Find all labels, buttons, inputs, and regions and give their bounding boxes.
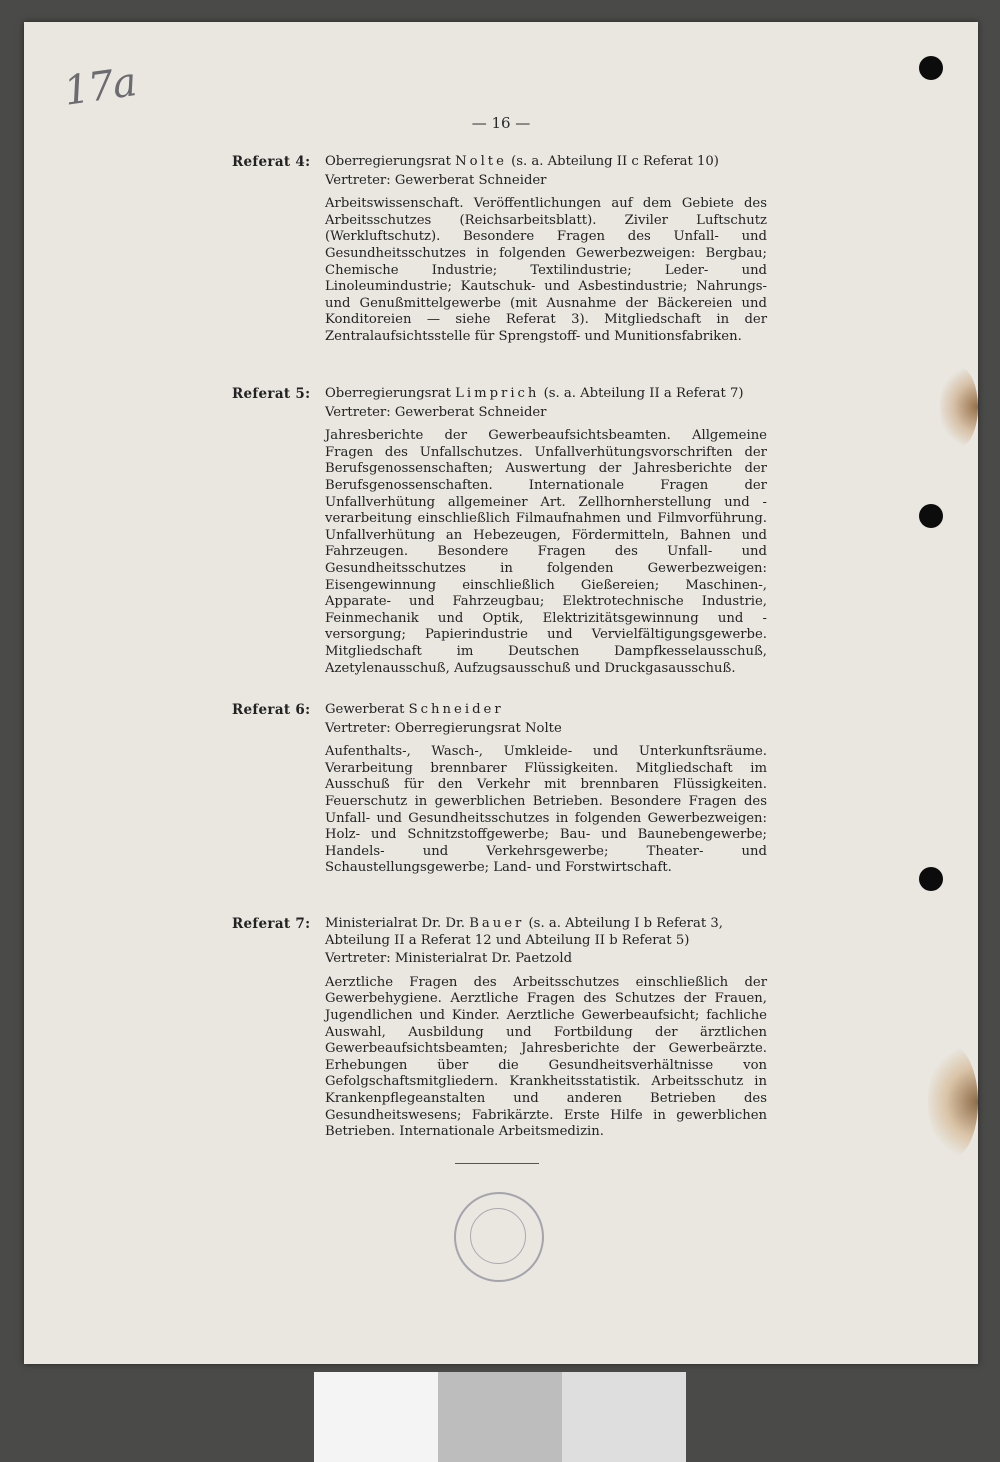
official-title: Oberregierungsrat: [325, 386, 456, 401]
archive-stamp-inner-ring: [470, 1208, 526, 1264]
calibration-patch: [314, 1372, 438, 1462]
referat-heading-continued: Abteilung II a Referat 12 und Abteilung II b Referat 5): [325, 932, 690, 948]
calibration-patch: [562, 1372, 686, 1462]
vertreter-line: Vertreter: Gewerberat Schneider: [325, 172, 547, 188]
vertreter-line: Vertreter: Ministerialrat Dr. Paetzold: [325, 951, 573, 967]
punch-hole: [919, 504, 943, 528]
referat-body: [325, 702, 767, 877]
official-title: Ministerialrat Dr. Dr.: [325, 916, 470, 931]
referat-heading: [325, 154, 767, 171]
referat-text: Aerztliche Fragen des Arbeitsschutzes einschließlich der Gewerbehygiene. Aerztliche Fragen des Schutzes der Frauen, Jugendlichen und Kinder. Aerztliche Gewerbeaufsicht; fachliche Auswahl, Ausbildung und Fortbildung der ärztlichen Gewerbeaufsichtsbeamten; Jahresberichte der Gewerbeärzte. Erhebungen über die Gesundheitsverhältnisse von Gefolgschaftsmitgliedern. Krankheitsstatistik. Arbeitsschutz in Krankenpflegeanstalten und anderen Betrieben des Gesundheitswesens; Fabrikärzte. Erste Hilfe in gewerblichen Betrieben. Internationale Arbeitsmedizin.: [325, 974, 767, 1140]
official-name: Nolte: [455, 154, 507, 169]
official-name: Bauer: [469, 916, 525, 931]
referat-heading: [325, 702, 767, 719]
heading-reference: (s. a. Abteilung II c Referat 10): [506, 154, 719, 169]
referat-label: Referat 7:: [232, 916, 311, 932]
punch-hole: [919, 867, 943, 891]
color-calibration-strip: [314, 1372, 686, 1462]
burn-mark: [928, 1047, 978, 1157]
referat-heading: [325, 386, 767, 403]
archive-stamp: [454, 1192, 544, 1282]
vertreter-line: Vertreter: Oberregierungsrat Nolte: [325, 720, 562, 736]
vertreter-line: Vertreter: Gewerberat Schneider: [325, 404, 547, 420]
referat-text: Aufenthalts-, Wasch-, Umkleide- und Unterkunftsräume. Verarbeitung brennbarer Flüssigkeiten. Mitgliedschaft im Ausschuß für den Verkehr mit brennbaren Flüssigkeiten. Feuerschutz in gewerblichen Betrieben. Besondere Fragen des Unfall- und Gesundheitsschutzes in folgenden Gewerbezweigen: Holz- und Schnitzstoffgewerbe; Bau- und Baunebengewerbe; Handels- und Verkehrsgewerbe; Theater- und Schaustellungsgewerbe; Land- und Forstwirtschaft.: [325, 744, 767, 876]
closing-rule: [455, 1163, 539, 1164]
burn-mark: [940, 367, 978, 447]
referat-body: [325, 154, 767, 346]
referat-label: Referat 6:: [232, 702, 311, 718]
punch-hole: [919, 56, 943, 80]
referat-label: Referat 5:: [232, 386, 311, 402]
calibration-patch: [438, 1372, 562, 1462]
handwritten-note: 17a: [61, 59, 139, 115]
heading-reference: (s. a. Abteilung II a Referat 7): [539, 386, 744, 401]
official-name: Schneider: [408, 702, 504, 717]
referat-text: Arbeitswissenschaft. Veröffentlichungen auf dem Gebiete des Arbeitsschutzes (Reichsarbeitsblatt). Ziviler Luftschutz (Werkluftschutz). Besondere Fragen des Unfall- und Gesundheitsschutzes in folgenden Gewerbezweigen: Bergbau; Chemische Industrie; Textilindustrie; Leder- und Linoleumindustrie; Kautschuk- und Asbestindustrie; Nahrungs- und Genußmittelgewerbe (mit Ausnahme der Bäckereien und Konditoreien — siehe Referat 3). Mitgliedschaft in der Zentralaufsichtsstelle für Sprengstoff- und Munitionsfabriken.: [325, 196, 767, 344]
official-name: Limprich: [455, 386, 540, 401]
heading-reference: (s. a. Abteilung I b Referat 3,: [524, 916, 723, 931]
page-number: — 16 —: [471, 114, 531, 132]
official-title: Gewerberat: [325, 702, 409, 717]
referat-text: Jahresberichte der Gewerbeaufsichtsbeamten. Allgemeine Fragen des Unfallschutzes. Unfallverhütungsvorschriften der Berufsgenossenschaften; Auswertung der Jahresberichte der Berufsgenossenschaften. Internationale Fragen der Unfallverhütung allgemeiner Art. Zellhornherstellung und -verarbeitung einschließlich Filmaufnahmen und Filmvorführung. Unfallverhütung an Hebezeugen, Fördermitteln, Bahnen und Fahrzeugen. Besondere Fragen des Unfall- und Gesundheitsschutzes in folgenden Gewerbezweigen: Eisengewinnung einschließlich Gießereien; Maschinen-, Apparate- und Fahrzeugbau; Elektrotechnische Industrie, Feinmechanik und Optik, Elektrizitätsgewinnung und -versorgung; Papierindustrie und Vervielfältigungsgewerbe. Mitgliedschaft im Deutschen Dampfkesselausschuß, Azetylenausschuß, Aufzugsausschuß und Druckgasausschuß.: [325, 428, 767, 676]
referat-label: Referat 4:: [232, 154, 311, 170]
official-title: Oberregierungsrat: [325, 154, 456, 169]
referat-heading: [325, 916, 767, 933]
document-page: [24, 22, 978, 1364]
referat-body: [325, 916, 767, 1141]
referat-body: [325, 386, 767, 677]
